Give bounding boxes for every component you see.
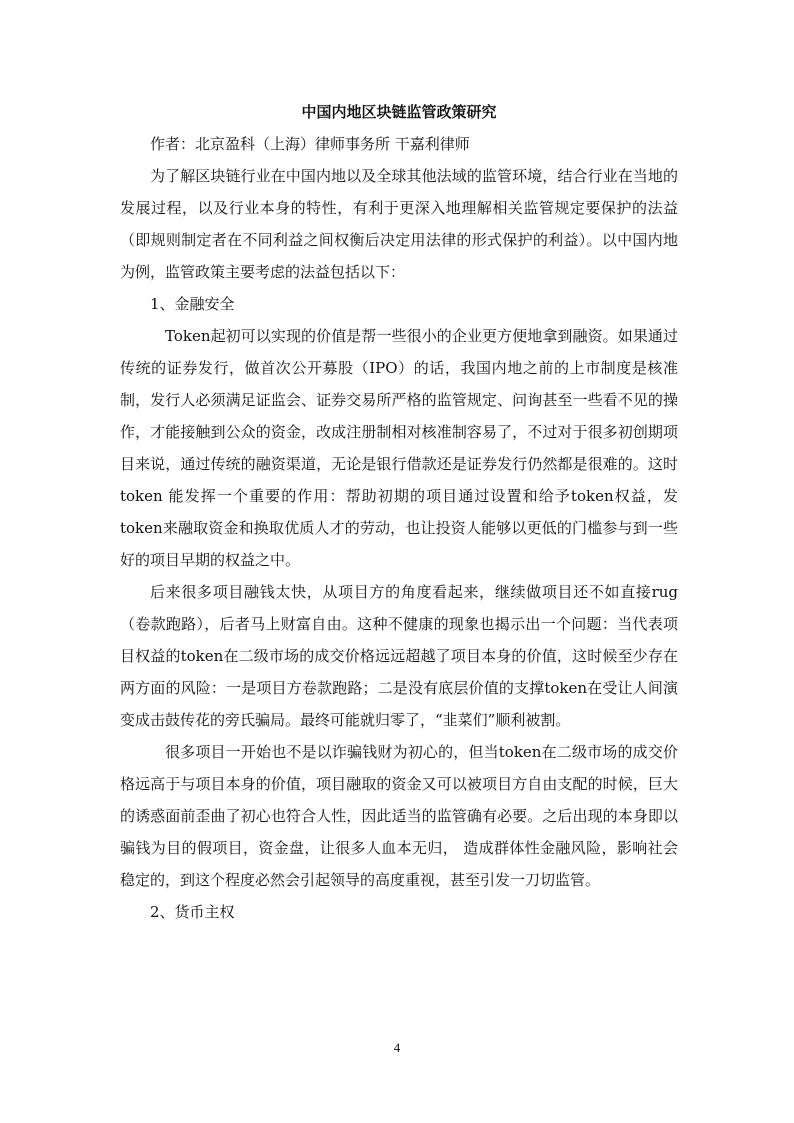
section-heading-monetary-sovereignty: 2、货币主权 (150, 903, 235, 921)
intro-paragraph: 为了解区块链行业在中国内地以及全球其他法域的监管环境，结合行业在当地的发展过程，以及行业本身的特性，有利于更深入地理解相关监管规定要保护的法益（即规则制定者在不同利益之间权衡后决定用法律的形式保护的利益）。以中国内地为例，监管政策主要考虑的法益包括以下： (120, 167, 678, 281)
document-title: 中国内地区块链监管政策研究 (301, 103, 497, 121)
section-heading-financial-security: 1、金融安全 (150, 295, 235, 313)
page-number: 4 (393, 1040, 401, 1055)
author-line: 作者：北京盈科（上海）律师事务所 干嘉利律师 (150, 135, 470, 153)
paragraph-token-value: Token起初可以实现的价值是帮一些很小的企业更方便地拿到融资。如果通过传统的证券发行，做首次公开募股（IPO）的话，我国内地之前的上市制度是核准制，发行人必须满足证监会、证券交易所严格的监管规定、问询甚至一些看不见的操作，才能接触到公众的资金，改成注册制相对核准制容易了，不过对于很多初创期项目来说，通过传统的融资渠道，无论是银行借款还是证券发行仍然都是很难的。这时token 能发挥一个重要的作用：帮助初期的项目通过设置和给予token权益，发token来融取资金和换取优质人才的劳动，也让投资人能够以更低的门槛参与到一些好的项目早期的权益之中。 (120, 327, 678, 569)
paragraph-rug-risk: 后来很多项目融钱太快，从项目方的角度看起来，继续做项目还不如直接rug （卷款跑路），后者马上财富自由。这种不健康的现象也揭示出一个问题：当代表项目权益的token在二级市场的成交价格远远超越了项目本身的价值，这时候至少存在两方面的风险：一是项目方卷款跑路；二是没有底层价值的支撑token在受让人间演变成击鼓传花的旁氏骗局。最终可能就归零了，“韭菜们”顺利被割。 (120, 583, 678, 729)
document-page (120, 96, 678, 928)
paragraph-regulation-need: 很多项目一开始也不是以诈骗钱财为初心的，但当token在二级市场的成交价格远高于与项目本身的价值，项目融取的资金又可以被项目方自由支配的时候，巨大的诱惑面前歪曲了初心也符合人性，因此适当的监管确有必要。之后出现的本身即以骗钱为目的假项目，资金盘，让很多人血本无归， 造成群体性金融风险，影响社会稳定的，到这个程度必然会引起领导的高度重视，甚至引发一刀切监管。 (120, 743, 678, 889)
